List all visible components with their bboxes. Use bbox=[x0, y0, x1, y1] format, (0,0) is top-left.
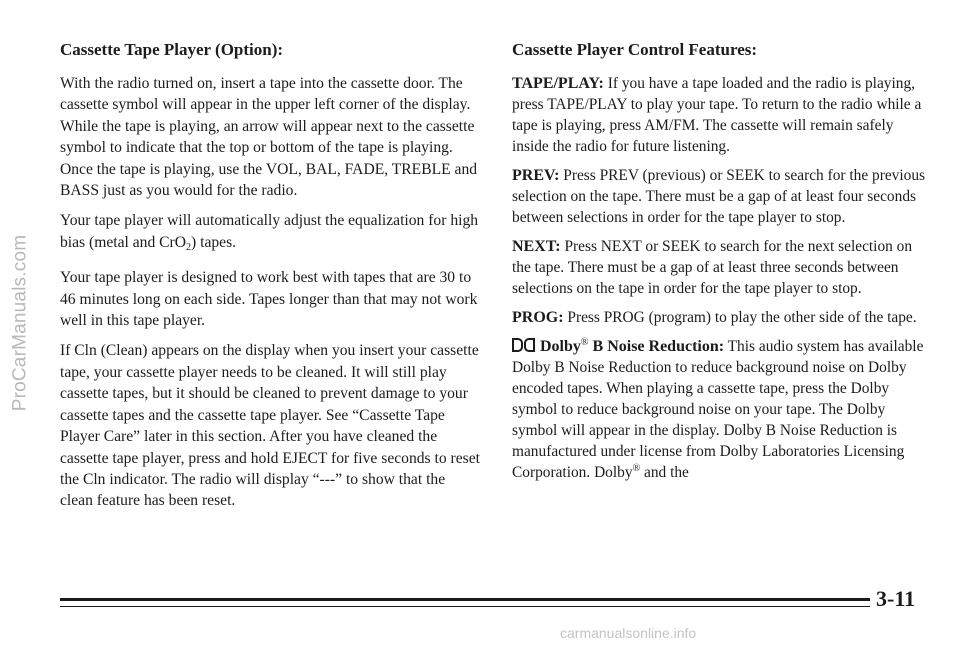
prev-term: PREV: bbox=[512, 167, 560, 184]
prog-text: Press PROG (program) to play the other side of the tape. bbox=[563, 309, 917, 326]
dolby-text-b: and the bbox=[640, 464, 689, 481]
equalization-text-a: Your tape player will automatically adjust the equalization for high bias (metal and CrO bbox=[60, 212, 479, 251]
dolby-item bbox=[512, 336, 934, 483]
dolby-icon bbox=[512, 338, 535, 352]
tape-play-term: TAPE/PLAY: bbox=[512, 75, 604, 92]
equalization-text-b: ) tapes. bbox=[191, 233, 237, 251]
paragraph-clean-indicator: If Cln (Clean) appears on the display when you insert your cassette tape, your cassette player needs to be cleaned. It will still play cassette tapes, but it should be cleaned to prevent damage to your cassette tapes and the cassette tape player. See “Cassette Tape Player Care” later in this section. After you have cleaned the cassette tape player, press and hold EJECT for five seconds to reset the Cln indicator. The radio will display “---” to show that the clean feature has been reset. bbox=[60, 342, 480, 510]
footer-rule bbox=[60, 598, 870, 601]
left-column bbox=[60, 40, 480, 521]
dolby-term-registered: ® bbox=[580, 337, 589, 348]
next-item bbox=[512, 236, 934, 299]
paragraph-tape-length: Your tape player is designed to work best with tapes that are 30 to 46 minutes long on each side. Tapes longer than that may not work well in this tape player. bbox=[60, 269, 478, 330]
footer-site-watermark: carmanualsonline.info bbox=[560, 625, 697, 641]
paragraph-insert-tape: With the radio turned on, insert a tape into the cassette door. The cassette symbol will appear in the upper left corner of the display. While the tape is playing, an arrow will appear next to the cassette symbol to indicate that the top or bottom of the tape is playing. Once the tape is playing, use the VOL, BAL, FADE, TREBLE and BASS just as you would for the radio. bbox=[60, 75, 478, 200]
watermark-text: ProCarManuals.com bbox=[9, 234, 31, 412]
equalization-subscript: 2 bbox=[186, 241, 192, 253]
next-text: Press NEXT or SEEK to search for the next selection on the tape. There must be a gap of at least three seconds between selections on the tape in order for the tape player to stop. bbox=[512, 238, 913, 297]
dolby-text-a: This audio system has available Dolby B Noise Reduction to reduce background noise on Dolby encoded tapes. When playing a cassette tape, press the Dolby symbol to reduce background noise on your tape. The Dolby symbol will appear in the display. Dolby B Noise Reduction is manufactured under license from Dolby Laboratories Licensing Corporation. Dolby bbox=[512, 338, 924, 481]
paragraph-equalization bbox=[60, 210, 480, 258]
dolby-text-registered: ® bbox=[632, 463, 641, 474]
prog-term: PROG: bbox=[512, 309, 564, 326]
tape-play-item bbox=[512, 73, 934, 157]
prev-item bbox=[512, 165, 934, 228]
tape-play-text: If you have a tape loaded and the radio is playing, press TAPE/PLAY to play your tape. To return to the radio while a tape is playing, press AM/FM. The cassette will remain safely inside the radio for future listening. bbox=[512, 75, 922, 155]
prog-item bbox=[512, 307, 934, 328]
prev-text: Press PREV (previous) or SEEK to search for the previous selection on the tape. There must be a gap of at least four seconds between selections in order for the tape player to stop. bbox=[512, 167, 926, 226]
footer-rule-thin bbox=[60, 606, 870, 607]
control-features-heading: Cassette Player Control Features: bbox=[512, 40, 758, 59]
right-column bbox=[512, 40, 934, 491]
dolby-term-b: B Noise Reduction: bbox=[588, 338, 725, 355]
watermark bbox=[2, 0, 38, 646]
dolby-term-a: Dolby bbox=[540, 338, 581, 355]
page-number: 3-11 bbox=[876, 586, 916, 611]
cassette-tape-player-heading: Cassette Tape Player (Option): bbox=[60, 40, 284, 59]
next-term: NEXT: bbox=[512, 238, 561, 255]
